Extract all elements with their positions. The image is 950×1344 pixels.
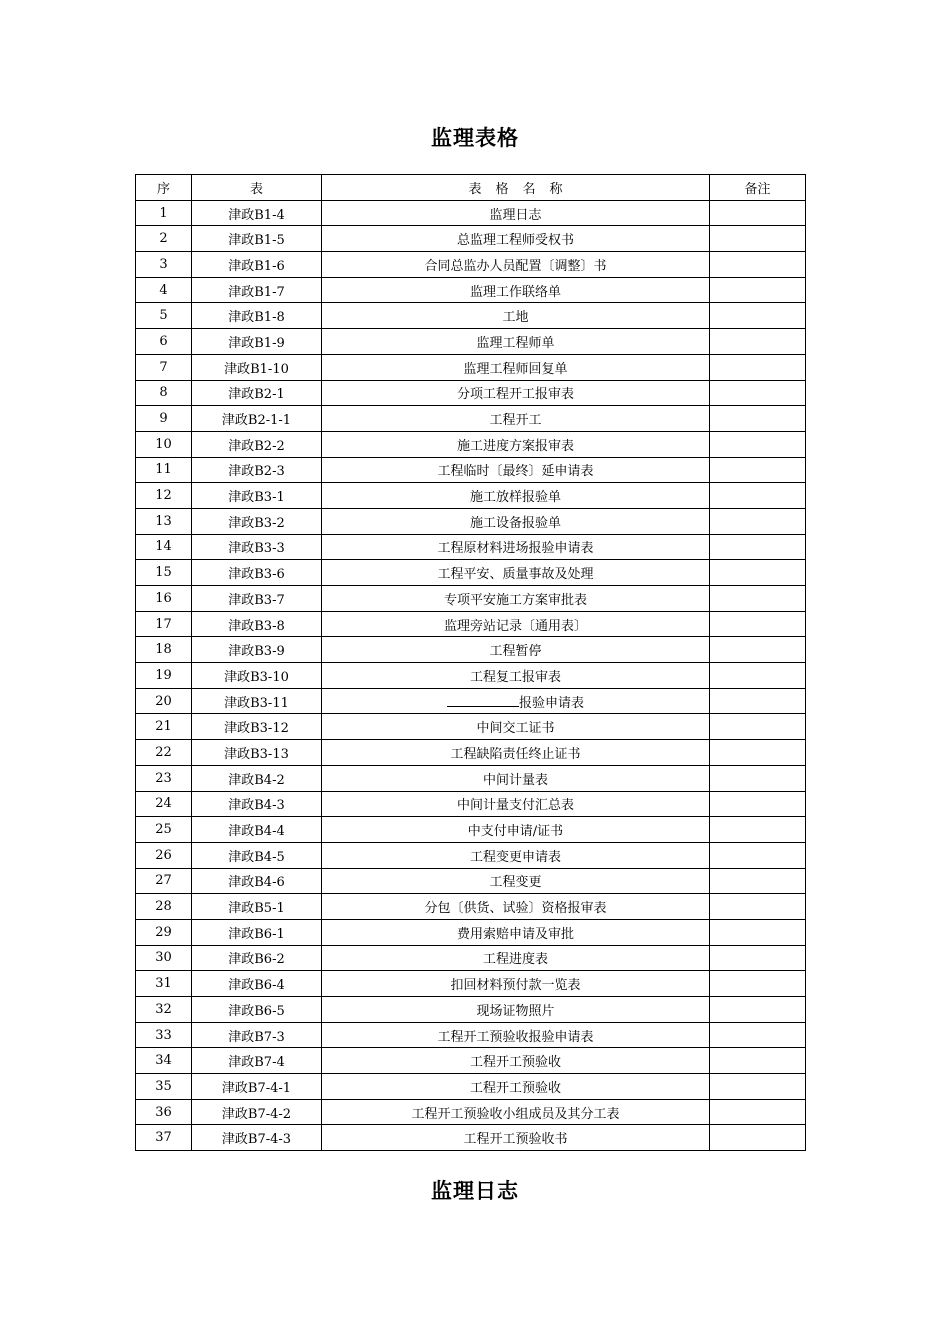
table-row	[136, 1074, 806, 1100]
row-name	[322, 329, 710, 355]
row-name-text: 分包〔供货、试验〕资格报审表	[424, 901, 607, 917]
table-row	[136, 431, 806, 457]
row-code: 津政B1-7	[192, 277, 322, 303]
row-remark	[710, 1022, 806, 1048]
row-name-text: 监理日志	[489, 207, 542, 223]
row-remark	[710, 406, 806, 432]
row-name	[322, 586, 710, 612]
table-row	[136, 277, 806, 303]
row-seq: 28	[136, 894, 192, 920]
row-seq: 2	[136, 226, 192, 252]
row-name-text: 合同总监办人员配置〔调整〕书	[424, 258, 607, 274]
row-code: 津政B6-4	[192, 971, 322, 997]
row-seq: 7	[136, 354, 192, 380]
row-seq: 17	[136, 611, 192, 637]
row-name-text: 工程原材料进场报验申请表	[437, 541, 594, 557]
row-remark	[710, 354, 806, 380]
row-name	[322, 637, 710, 663]
row-name	[322, 534, 710, 560]
table-row	[136, 842, 806, 868]
row-seq: 10	[136, 431, 192, 457]
row-code: 津政B1-6	[192, 252, 322, 278]
row-seq: 23	[136, 765, 192, 791]
row-name	[322, 226, 710, 252]
row-seq: 24	[136, 791, 192, 817]
row-name	[322, 1099, 710, 1125]
row-seq: 16	[136, 586, 192, 612]
row-name-text: 分项工程开工报审表	[456, 387, 574, 403]
row-seq: 34	[136, 1048, 192, 1074]
header-name	[322, 175, 710, 201]
row-remark	[710, 611, 806, 637]
row-remark	[710, 1048, 806, 1074]
row-name	[322, 303, 710, 329]
row-remark	[710, 380, 806, 406]
row-remark	[710, 688, 806, 714]
forms-table	[135, 174, 806, 1151]
row-name-text: 费用索赔申请及审批	[456, 926, 574, 942]
row-remark	[710, 200, 806, 226]
row-name-text: 工程开工预验收小组成员及其分工表	[411, 1106, 620, 1122]
row-name-text: 中间计量表	[482, 772, 548, 788]
row-seq: 19	[136, 663, 192, 689]
row-code: 津政B2-1-1	[192, 406, 322, 432]
row-remark	[710, 483, 806, 509]
row-seq: 8	[136, 380, 192, 406]
row-name-text: 施工放样报验单	[469, 490, 561, 506]
row-code: 津政B7-3	[192, 1022, 322, 1048]
row-name	[322, 791, 710, 817]
blank-fill-line	[447, 694, 519, 707]
section-title: 监理日志	[431, 1179, 519, 1203]
row-seq: 11	[136, 457, 192, 483]
table-row	[136, 560, 806, 586]
row-remark	[710, 303, 806, 329]
row-code: 津政B3-12	[192, 714, 322, 740]
row-code: 津政B7-4-3	[192, 1125, 322, 1151]
row-remark	[710, 740, 806, 766]
row-seq: 5	[136, 303, 192, 329]
row-name-text: 工程变更	[489, 875, 542, 891]
table-row	[136, 303, 806, 329]
table-row	[136, 740, 806, 766]
row-name	[322, 277, 710, 303]
row-seq: 31	[136, 971, 192, 997]
row-code: 津政B2-1	[192, 380, 322, 406]
row-code: 津政B6-1	[192, 919, 322, 945]
row-code: 津政B1-8	[192, 303, 322, 329]
row-seq: 6	[136, 329, 192, 355]
table-header	[136, 175, 806, 201]
row-name-text: 工程临时〔最终〕延申请表	[437, 464, 594, 480]
header-name-label: 表格名称	[468, 181, 577, 197]
row-name-text: 中间交工证书	[476, 721, 555, 737]
row-seq: 9	[136, 406, 192, 432]
row-code: 津政B2-2	[192, 431, 322, 457]
row-name-text: 中支付申请/证书	[467, 824, 564, 840]
row-name-text: 工程开工预验收	[469, 1055, 561, 1071]
row-code: 津政B1-5	[192, 226, 322, 252]
row-name	[322, 611, 710, 637]
table-row	[136, 483, 806, 509]
row-remark	[710, 868, 806, 894]
row-name-text: 施工进度方案报审表	[456, 438, 574, 454]
row-name-text: 监理工作联络单	[469, 284, 561, 300]
row-name-text: 工程暂停	[489, 644, 542, 660]
table-row	[136, 1125, 806, 1151]
row-code: 津政B4-4	[192, 817, 322, 843]
row-code: 津政B3-2	[192, 508, 322, 534]
row-name	[322, 997, 710, 1023]
row-seq: 15	[136, 560, 192, 586]
row-remark	[710, 431, 806, 457]
table-row	[136, 380, 806, 406]
row-remark	[710, 1099, 806, 1125]
row-seq: 13	[136, 508, 192, 534]
table-row	[136, 200, 806, 226]
table-row	[136, 1099, 806, 1125]
row-code: 津政B4-6	[192, 868, 322, 894]
row-name-text: 中间计量支付汇总表	[456, 798, 574, 814]
header-remark: 备注	[710, 175, 806, 201]
row-remark	[710, 997, 806, 1023]
table-row	[136, 406, 806, 432]
table-row	[136, 329, 806, 355]
table-row	[136, 997, 806, 1023]
header-code: 表	[192, 175, 322, 201]
row-code: 津政B2-3	[192, 457, 322, 483]
row-code: 津政B6-2	[192, 945, 322, 971]
row-name	[322, 380, 710, 406]
table-row	[136, 868, 806, 894]
row-remark	[710, 329, 806, 355]
table-row	[136, 508, 806, 534]
row-code: 津政B5-1	[192, 894, 322, 920]
row-name-text: 工程平安、质量事故及处理	[437, 567, 594, 583]
row-seq: 12	[136, 483, 192, 509]
table-row	[136, 919, 806, 945]
table-row	[136, 791, 806, 817]
row-name-text: 工程开工预验收	[469, 1080, 561, 1096]
row-remark	[710, 277, 806, 303]
table-row	[136, 1048, 806, 1074]
row-code: 津政B3-6	[192, 560, 322, 586]
row-remark	[710, 1125, 806, 1151]
row-code: 津政B3-9	[192, 637, 322, 663]
row-seq: 32	[136, 997, 192, 1023]
row-remark	[710, 817, 806, 843]
row-seq: 1	[136, 200, 192, 226]
row-seq: 30	[136, 945, 192, 971]
row-remark	[710, 842, 806, 868]
row-seq: 4	[136, 277, 192, 303]
row-code: 津政B3-1	[192, 483, 322, 509]
row-code: 津政B1-4	[192, 200, 322, 226]
row-remark	[710, 586, 806, 612]
row-name	[322, 663, 710, 689]
row-code: 津政B3-8	[192, 611, 322, 637]
row-name	[322, 354, 710, 380]
row-code: 津政B3-10	[192, 663, 322, 689]
row-code: 津政B7-4-1	[192, 1074, 322, 1100]
row-seq: 14	[136, 534, 192, 560]
row-remark	[710, 894, 806, 920]
row-name	[322, 1048, 710, 1074]
row-name	[322, 508, 710, 534]
row-name-text: 监理工程师回复单	[463, 361, 568, 377]
row-name-text: 施工设备报验单	[469, 515, 561, 531]
row-seq: 21	[136, 714, 192, 740]
row-name-text: 报验申请表	[518, 695, 584, 711]
row-code: 津政B4-5	[192, 842, 322, 868]
table-row	[136, 637, 806, 663]
table-row	[136, 586, 806, 612]
row-name-text: 工程开工预验收报验申请表	[437, 1029, 594, 1045]
row-name-text: 工程进度表	[482, 952, 548, 968]
row-remark	[710, 919, 806, 945]
row-name	[322, 765, 710, 791]
row-name	[322, 714, 710, 740]
row-code: 津政B4-2	[192, 765, 322, 791]
row-seq: 37	[136, 1125, 192, 1151]
row-seq: 29	[136, 919, 192, 945]
table-row	[136, 663, 806, 689]
row-name	[322, 919, 710, 945]
row-name-text: 工地	[502, 310, 529, 326]
row-code: 津政B4-3	[192, 791, 322, 817]
row-name-text: 工程开工预验收书	[463, 1132, 568, 1148]
row-seq: 26	[136, 842, 192, 868]
row-remark	[710, 534, 806, 560]
row-seq: 18	[136, 637, 192, 663]
row-remark	[710, 560, 806, 586]
row-remark	[710, 508, 806, 534]
row-seq: 3	[136, 252, 192, 278]
row-code: 津政B6-5	[192, 997, 322, 1023]
row-name	[322, 688, 710, 714]
row-name-text: 专项平安施工方案审批表	[443, 592, 587, 608]
row-seq: 25	[136, 817, 192, 843]
row-name	[322, 894, 710, 920]
row-remark	[710, 637, 806, 663]
row-name-text: 总监理工程师受权书	[456, 233, 574, 249]
table-row	[136, 252, 806, 278]
page-title: 监理表格	[431, 126, 519, 150]
row-name	[322, 457, 710, 483]
row-code: 津政B3-13	[192, 740, 322, 766]
row-code: 津政B1-9	[192, 329, 322, 355]
row-name-text: 工程变更申请表	[469, 849, 561, 865]
row-name	[322, 868, 710, 894]
row-seq: 35	[136, 1074, 192, 1100]
row-code: 津政B7-4	[192, 1048, 322, 1074]
row-seq: 22	[136, 740, 192, 766]
row-name	[322, 945, 710, 971]
table-row	[136, 894, 806, 920]
row-name	[322, 817, 710, 843]
row-remark	[710, 714, 806, 740]
row-remark	[710, 252, 806, 278]
table-row	[136, 534, 806, 560]
row-code: 津政B3-7	[192, 586, 322, 612]
row-name-text: 扣回材料预付款一览表	[450, 978, 581, 994]
row-name	[322, 252, 710, 278]
row-remark	[710, 1074, 806, 1100]
row-name	[322, 1022, 710, 1048]
table-row	[136, 945, 806, 971]
row-name	[322, 406, 710, 432]
row-name	[322, 1125, 710, 1151]
row-seq: 27	[136, 868, 192, 894]
row-name	[322, 842, 710, 868]
row-code: 津政B1-10	[192, 354, 322, 380]
table-row	[136, 765, 806, 791]
row-seq: 36	[136, 1099, 192, 1125]
row-code: 津政B3-11	[192, 688, 322, 714]
table-row	[136, 457, 806, 483]
row-seq: 20	[136, 688, 192, 714]
row-name-text: 监理旁站记录〔通用表〕	[443, 618, 587, 634]
table-body	[136, 200, 806, 1150]
row-name	[322, 560, 710, 586]
row-remark	[710, 226, 806, 252]
row-remark	[710, 791, 806, 817]
row-name	[322, 740, 710, 766]
row-code: 津政B3-3	[192, 534, 322, 560]
table-row	[136, 1022, 806, 1048]
row-name-text: 工程缺陷责任终止证书	[450, 746, 581, 762]
row-code: 津政B7-4-2	[192, 1099, 322, 1125]
row-name-text: 现场证物照片	[476, 1003, 555, 1019]
row-name	[322, 431, 710, 457]
table-row	[136, 714, 806, 740]
row-name-text: 监理工程师单	[476, 335, 555, 351]
table-row	[136, 354, 806, 380]
row-remark	[710, 663, 806, 689]
row-name	[322, 971, 710, 997]
row-remark	[710, 971, 806, 997]
header-seq: 序	[136, 175, 192, 201]
table-row	[136, 226, 806, 252]
table-row	[136, 971, 806, 997]
row-remark	[710, 765, 806, 791]
table-row	[136, 688, 806, 714]
row-remark	[710, 457, 806, 483]
header-row	[136, 175, 806, 201]
row-remark	[710, 945, 806, 971]
row-name-text: 工程复工报审表	[469, 669, 561, 685]
table-row	[136, 817, 806, 843]
row-name	[322, 483, 710, 509]
row-seq: 33	[136, 1022, 192, 1048]
row-name	[322, 1074, 710, 1100]
table-row	[136, 611, 806, 637]
row-name-text: 工程开工	[489, 413, 542, 429]
row-name	[322, 200, 710, 226]
